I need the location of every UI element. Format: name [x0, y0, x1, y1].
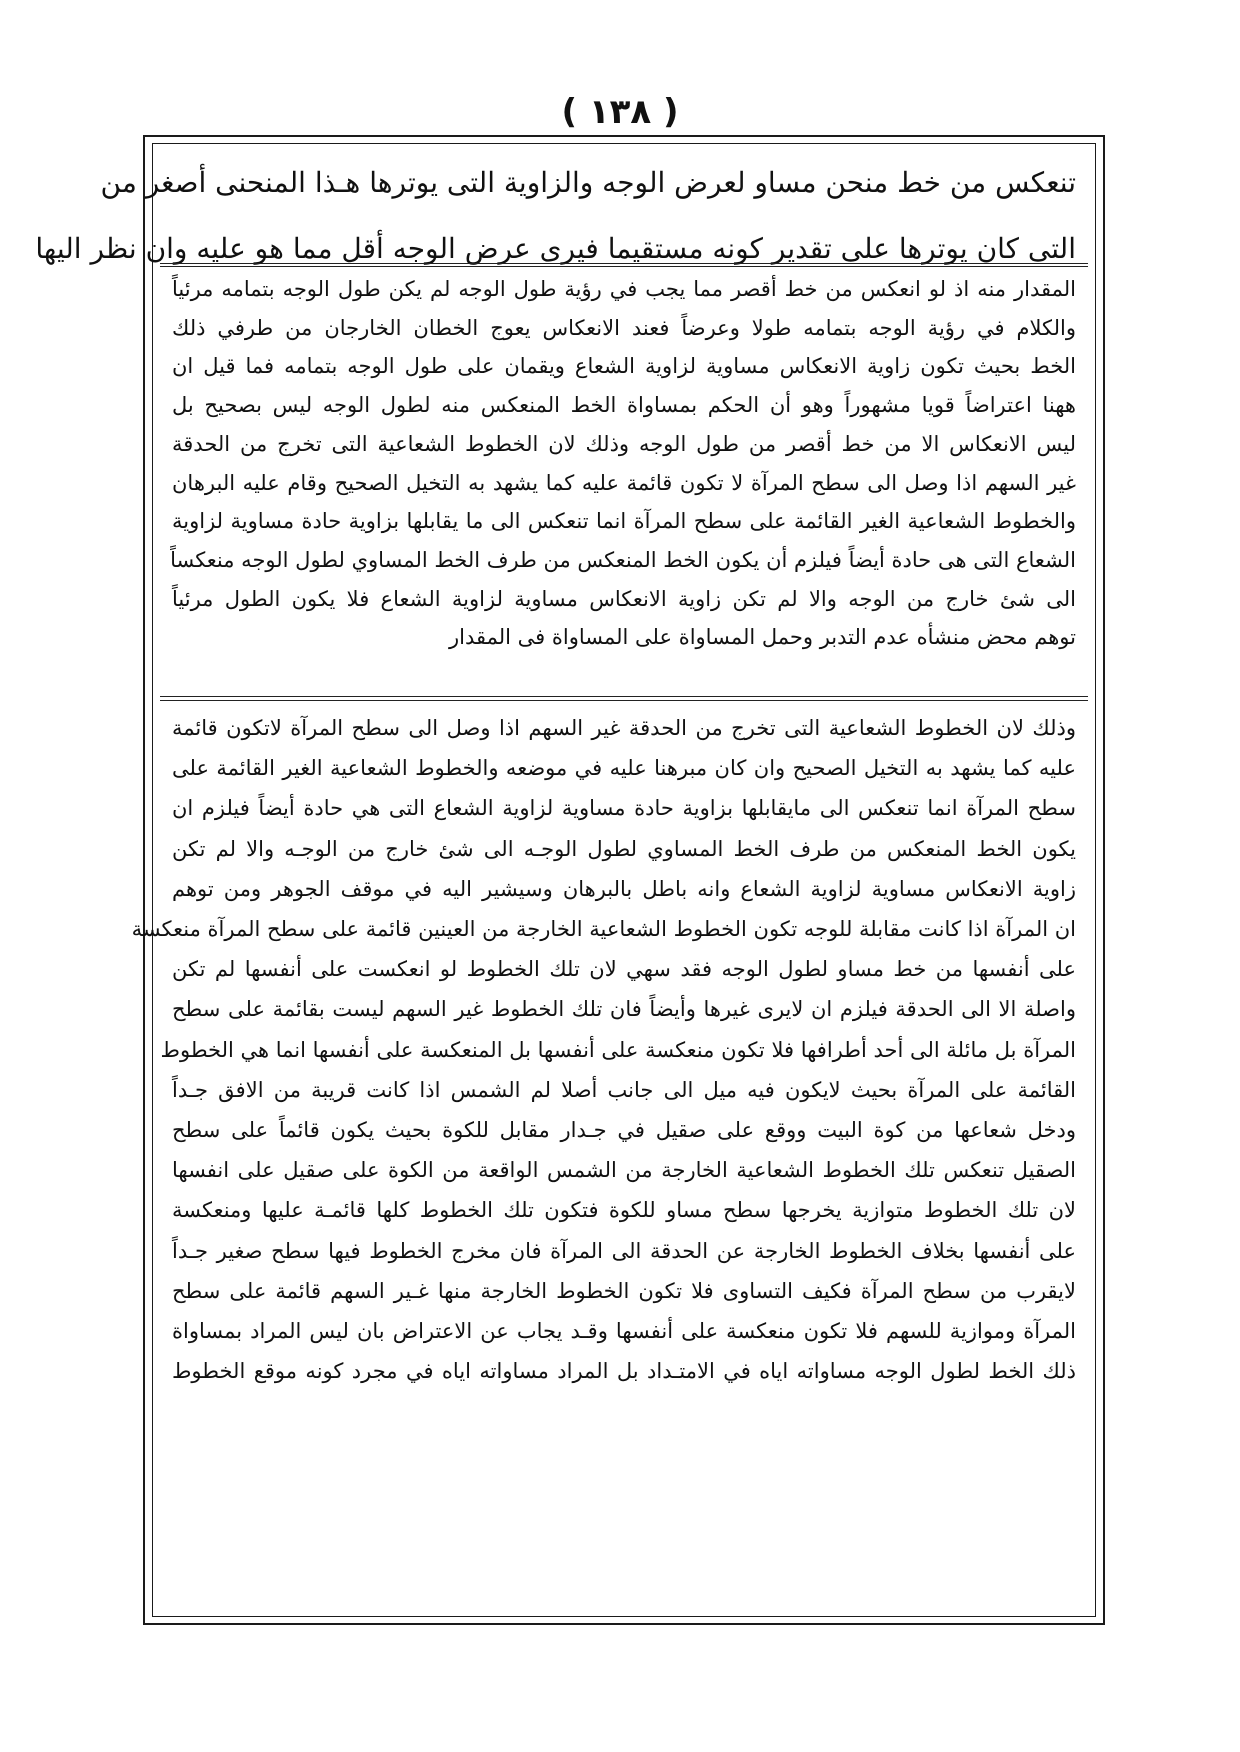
commentary-line: المقدار منه اذ لو انعكس من خط أقصر مما يجب في رؤية طول الوجه لم يكن طول الوجه بتمامه مرئياً [172, 277, 1076, 301]
commentary-line: لايقرب من سطح المرآة فكيف التساوى فلا تكون الخطوط الخارجة منها غـير السهم قائمة على سطح [172, 1278, 1076, 1303]
commentary-line: الخط بحيث تكون زاوية الانعكاس مساوية لزاوية الشعاع ويقمان على طول الوجه بتمامه فما قيل ان [172, 354, 1076, 379]
commentary-line: والخطوط الشعاعية الغير القائمة على سطح المرآة انما تنعكس الى ما يقابلها بزاوية حادة مساوية لزاوية [172, 509, 1076, 534]
commentary-line: سطح المرآة انما تنعكس الى مايقابلها بزاوية حادة مساوية لزاوية الشعاع التى هي حادة أيضاً فيلزم ان [172, 796, 1076, 821]
commentary-line: وذلك لان الخطوط الشعاعية التى تخرج من الحدقة غير السهم اذا وصل الى سطح المرآة لاتكون قائمة [172, 716, 1076, 740]
main-text-line: التى كان يوترها على تقدير كونه مستقيما فيرى عرض الوجه أقل مما هو عليه وان نظر اليها [35, 232, 1076, 265]
commentary-line: ذلك الخط لطول الوجه مساواته اياه في الامتـداد بل المراد مساواته اياه في مجرد كونه موقع الخطوط [172, 1359, 1076, 1384]
commentary-line: توهم محض منشأه عدم التدبر وحمل المساواة على المساواة فى المقدار [449, 625, 1076, 650]
commentary-line: المرآة بل مائلة الى أحد أطرافها فلا تكون منعكسة على أنفسها بل المنعكسة على أنفسها انما هي الخطوط [160, 1037, 1076, 1062]
commentary-line: عليه كما يشهد به التخيل الصحيح وان كان مبرهنا عليه في موضعه والخطوط الشعاعية الغير القائمة على [172, 756, 1076, 781]
section-divider [160, 263, 1088, 264]
page-number: ( ١٣٨ ) [561, 92, 679, 132]
commentary-line: يكون الخط المنعكس من طرف الخط المساوي لطول الوجـه الى شئ خارج من الوجـه والا لم تكن [172, 836, 1076, 861]
commentary-line: ههنا اعتراضاً قويا مشهوراً وهو أن الحكم بمساواة الخط المنعكس منه لطول الوجه ليس بصحيح بل [172, 393, 1076, 418]
commentary-line: لان تلك الخطوط متوازية يخرجها سطح مساو للكوة فتكون تلك الخطوط كلها قائمـة عليها ومنعكسة [172, 1198, 1076, 1223]
section-divider [160, 696, 1088, 697]
commentary-line: على أنفسها من خط مساو لطول الوجه فقد سهي لان تلك الخطوط لو انعكست على أنفسها لم تكن [172, 957, 1076, 982]
commentary-line: ان المرآة اذا كانت مقابلة للوجه تكون الخطوط الشعاعية الخارجة من العينين قائمة على سطح المرآة منعكسة [131, 917, 1076, 942]
commentary-line: الشعاع التى هى حادة أيضاً فيلزم أن يكون الخط المنعكس من طرف الخط المساوي لطول الوجه منعكساً [170, 547, 1076, 572]
commentary-line: على أنفسها بخلاف الخطوط الخارجة عن الحدقة الى المرآة فان مخرج الخطوط فيها سطح صغير جـداً [172, 1238, 1076, 1263]
commentary-line: القائمة على المرآة بحيث لايكون فيه ميل الى جانب أصلا لم الشمس اذا كانت قريبة من الافق جـداً [172, 1077, 1076, 1102]
commentary-block-second [131, 708, 1076, 1613]
section-divider [160, 266, 1088, 267]
commentary-line: واصلة الا الى الحدقة فيلزم ان لايرى غيرها وأيضاً فان تلك الخطوط غير السهم ليست بقائمة على سطح [172, 997, 1076, 1022]
commentary-line: زاوية الانعكاس مساوية لزاوية الشعاع وانه باطل بالبرهان وسيشير اليه في موقف الجوهر ومن توهم [172, 876, 1076, 901]
commentary-line: المرآة وموازية للسهم فلا تكون منعكسة على أنفسها وقـد يجاب عن الاعتراض بان ليس المراد بمساواة [172, 1319, 1076, 1344]
commentary-line: الصقيل تنعكس تلك الخطوط الشعاعية الخارجة من الشمس الواقعة من الكوة على صقيل على انفسها [172, 1158, 1076, 1183]
commentary-line: الى شئ خارج من الوجه والا لم تكن زاوية الانعكاس مساوية لزاوية الشعاع فلا يكون الطول مرئياً [172, 586, 1076, 611]
commentary-block-first [172, 270, 1076, 700]
commentary-line: والكلام في رؤية الوجه بتمامه طولا وعرضاً فعند الانعكاس يعوج الخطان الخارجان من طرفي ذلك [172, 315, 1076, 340]
commentary-line: ودخل شعاعها من كوة البيت ووقع على صقيل في جـدار مقابل للكوة بحيث يكون قائماً على سطح [172, 1118, 1076, 1143]
main-text-block [35, 150, 1076, 290]
main-text-line: تنعكس من خط منحن مساو لعرض الوجه والزاوية التى يوترها هـذا المنحنى أصغر من [100, 166, 1076, 199]
commentary-line: ليس الانعكاس الا من خط أقصر من طول الوجه وذلك لان الخطوط الشعاعية التى تخرج من الحدقة [172, 431, 1076, 456]
commentary-line: غير السهم اذا وصل الى سطح المرآة لا تكون قائمة عليه كما يشهد به التخيل الصحيح وقام عليه البرهان [172, 470, 1076, 495]
section-divider [160, 700, 1088, 701]
